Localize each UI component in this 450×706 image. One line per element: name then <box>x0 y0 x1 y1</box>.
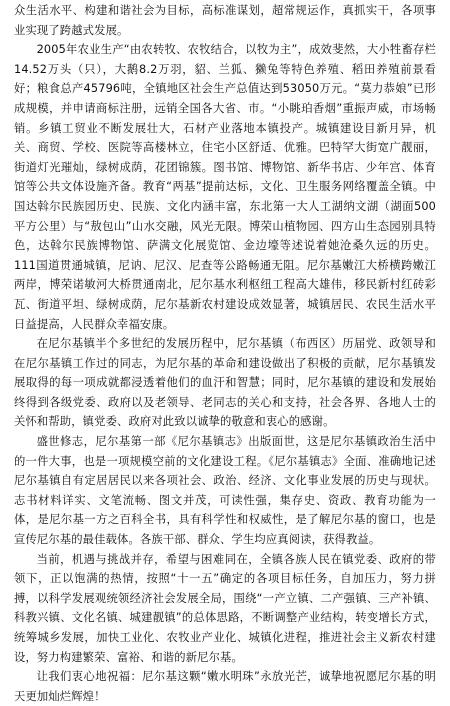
paragraph-current-goals: 当前，机遇与挑战并存，希望与困难同在，全镇各族人民在镇党委、政府的带领下，正以饱满的热情，按照“十一五”确定的各项目标任务，自加压力，努力拼搏，以科学发展观统领经济社会发展全局，围绕“一产立镇、二产强镇、三产补镇、科教兴镇、文化名镇、城建靓镇”的总体思路，不断调整产业结构，转变增长方式，统筹城乡发展，加快工业化、农牧业产业化、城镇化进程，推进社会主义新农村建设，努力构建繁荣、富裕、和谐的新尼尔基。 <box>14 552 436 664</box>
paragraph-gazetteer-publication: 盛世修志，尼尔基第一部《尼尔基镇志》出版面世，这是尼尔基镇政治生活中的一件大事，也是一项规模空前的文化建设工程。《尼尔基镇志》全面、准确地记述尼尔基镇自有定居居民以来各项社会、政治、经济、文化事业发展的历史与现状。志书材料详实、文笔流畅、图文并茂，可读性强，集存史、资政、教育功能为一体，是尼尔基一方之百科全书，具有科学性和权威性，是了解尼尔基的窗口，也是宣传尼尔基的最佳载体。各族干部、群众、学生均应真阅读，获得教益。 <box>14 435 436 547</box>
paragraph-intro-continuation: 众生活水平、构建和谐社会为目标，高标准谋划，超常规运作，真抓实干，各项事业实现了跨越式发展。 <box>14 4 436 37</box>
paragraph-development-2005: 2005年农业生产“由农转牧、农牧结合，以牧为主”，成效斐然，大小牲畜存栏14.52万头（只），大鹅8.2万羽，貂、兰狐、獭兔等特色养殖、稻田养殖前景看好；粮食总产45796吨，全镇地区社会生产总值达到53050万元。“莫力恭娘”已形成规模，并申请商标注册，远销全国各大省、市。“小眺珀香烟”重振声威，市场畅销。乡镇工贸业不断发展壮大，石材产业落地本镇投产。城镇建设目新月异，机关、商贸、学校、医院等高楼林立，住宅小区舒适、优雅。巴特罕大街宽广靓丽，街道灯光璀灿，绿树成荫，花团锦簇。图书馆、博物馆、新华书店、少年宫、体育馆等公共文体设施齐备。教育“两基”提前达标，文化、卫生服务网络覆盖全镇。中国达斡尔民族园历史、民族、文化内涵丰富，东北第一大人工湖纳文湖（湖面500平方公里）与“敖包山”山水交融，风光无限。博荣山植物园、四方山生态园别具特色，达斡尔民族博物馆、萨满文化展览馆、金边壕等述说着她沧桑久远的历史。111国道贯通城镇，尼讷、尼汉、尼查等公路畅通无阻。尼尔基嫩江大桥横跨嫩江两岸，博荣诺敏河大桥贯通南北，尼尔基水利枢纽工程高大雄伟，移民新村红砖彩瓦、街道平坦、绿树成荫，尼尔基新农村建设成效显著，城镇居民、农民生活水平日益提高，人民群众幸福安康。 <box>14 43 436 331</box>
paragraph-closing-blessing: 让我们衷心地祝福：尼尔基这颗“嫩水明珠”永放光芒，诚挚地祝愿尼尔基的明天更加灿烂辉煌！ <box>14 670 436 703</box>
document-body <box>14 1 436 706</box>
paragraph-acknowledgement: 在尼尔基镇半个多世纪的发展历程中，尼尔基镇（布西区）历届党、政领导和在尼尔基镇工作过的同志，为尼尔基的革命和建设做出了积极的贡献，尼尔基镇发展取得的每一项成就都浸透着他们的血汗和智慧；同时，尼尔基镇的建设和发展始终得到各级党委、政府以及老领导、老同志的关心和支持，社会各界、各地人士的关怀和帮助，镇党委、政府对此致以诚挚的敬意和衷心的感谢。 <box>14 337 436 429</box>
